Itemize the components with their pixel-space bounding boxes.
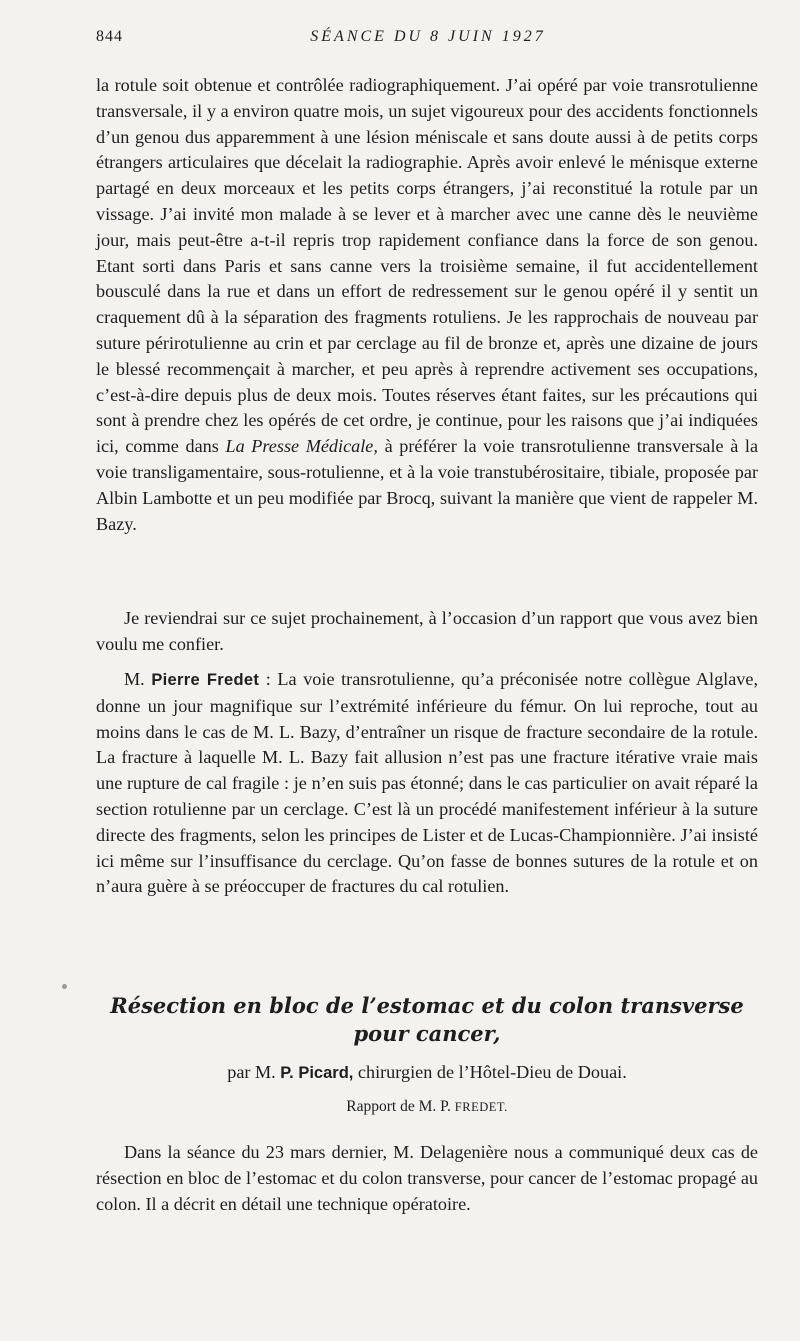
byline-suffix: chirurgien de l’Hôtel-Dieu de Douai.	[357, 1062, 627, 1082]
paragraph-text	[96, 73, 758, 537]
paragraph-2-text: Je reviendrai sur ce sujet prochainement, à l’occasion d’un rapport que vous avez bien voulu me confier.	[96, 608, 758, 654]
paragraph-2	[96, 606, 758, 658]
page-number: 844	[96, 28, 123, 45]
paragraph-1b-before: dans	[185, 436, 219, 457]
paragraph-fredet	[96, 667, 758, 900]
speaker-prefix: M.	[124, 669, 145, 689]
paragraph-continued	[96, 73, 758, 537]
rapport-name: FREDET.	[454, 1100, 508, 1114]
paragraph-1b-after: à préférer la voie transrotulienne transversale à la voie transligamentaire, sous-rotulienne, et à la voie transtubérositaire, tibiale, proposée par Albin Lambotte et un peu modifiée par Brocq, suivant la manière que vient de rappeler M. Bazy.	[96, 436, 759, 534]
byline-prefix: par M.	[227, 1062, 276, 1082]
article-title	[96, 992, 758, 1048]
article-byline	[96, 1062, 758, 1083]
page-speck	[62, 984, 67, 989]
rapport-prefix: Rapport de M. P.	[346, 1098, 451, 1115]
running-header	[96, 28, 760, 52]
byline-author: P. Picard,	[280, 1064, 354, 1082]
paragraph-4-text: Dans la séance du 23 mars dernier, M. Delagenière nous a communiqué deux cas de résection en bloc de l’estomac et du colon transverse, pour cancer de l’estomac propagé au colon. Il a décrit en détail une technique opératoire.	[96, 1142, 758, 1214]
paragraph-4	[96, 1140, 758, 1217]
journal-name: La Presse Médicale,	[225, 436, 378, 457]
running-title: SÉANCE DU 8 JUIN 1927	[310, 28, 546, 45]
article-title-line-2: pour cancer,	[353, 1021, 501, 1046]
rapport-line	[96, 1098, 758, 1116]
article-title-line-1: Résection en bloc de l’estomac et du colon transverse	[110, 993, 744, 1018]
speaker-text: : La voie transrotulienne, qu’a préconisée notre collègue Alglave, donne un jour magnifique sur l’extrémité inférieure du fémur. On lui reproche, tout au moins dans le cas de M. L. Bazy, d’entraîner un risque de fracture secondaire de la rotule. La fracture à laquelle M. L. Bazy fait allusion n’est pas une fracture itérative vraie mais une rupture de cal fragile : je n’en suis pas étonné; dans le cas particulier on avait réparé la section rotulienne par un cerclage. C’est là un procédé manifestement inférieur à la suture directe des fragments, selon les principes de Lister et de Lucas-Championnière. J’ai insisté ici même sur l’insuffisance du cerclage. Qu’on fasse de bonnes sutures de la rotule et on n’aura guère à se préoccuper de fractures du cal rotulien.	[96, 669, 759, 897]
paragraph-fredet-text	[96, 667, 758, 900]
paragraph-1-text: la rotule soit obtenue et contrôlée radiographiquement. J’ai opéré par voie transrotulienne transversale, il y a environ quatre mois, un sujet vigoureux pour des accidents fonctionnels d’un genou dus apparemment à une lésion méniscale et sans doute aussi à de petits corps étrangers articulaires que décelait la radiographie. Après avoir enlevé le ménisque externe partagé en deux morceaux et les petits corps étrangers, j’ai reconstitué la rotule par un vissage. J’ai invité mon malade à se lever et à marcher avec une canne dès le neuvième jour, mais peut-être a-t-il repris trop rapidement confiance dans la force de son genou. Etant sorti dans Paris et sans canne vers la troisième semaine, il fut accidentellement bousculé dans la rue et dans un effort de redressement sur le genou opéré il y sentit un craquement dû à la séparation des fragments rotuliens. Je les rapprochais de nouveau par suture périrotulienne au crin et par cerclage au fil de bronze et, après une dizaine de jours le blessé recommençait à marcher, et peu après à reprendre activement ses occupations, c’est-à-dire depuis plus de deux mois. Toutes réserves étant faites, sur les précautions qui sont à prendre chez les opérés de cet ordre, je continue, pour les raisons que j’ai indiquées ici, comme	[96, 75, 758, 457]
speaker-name: Pierre Fredet	[151, 671, 260, 689]
